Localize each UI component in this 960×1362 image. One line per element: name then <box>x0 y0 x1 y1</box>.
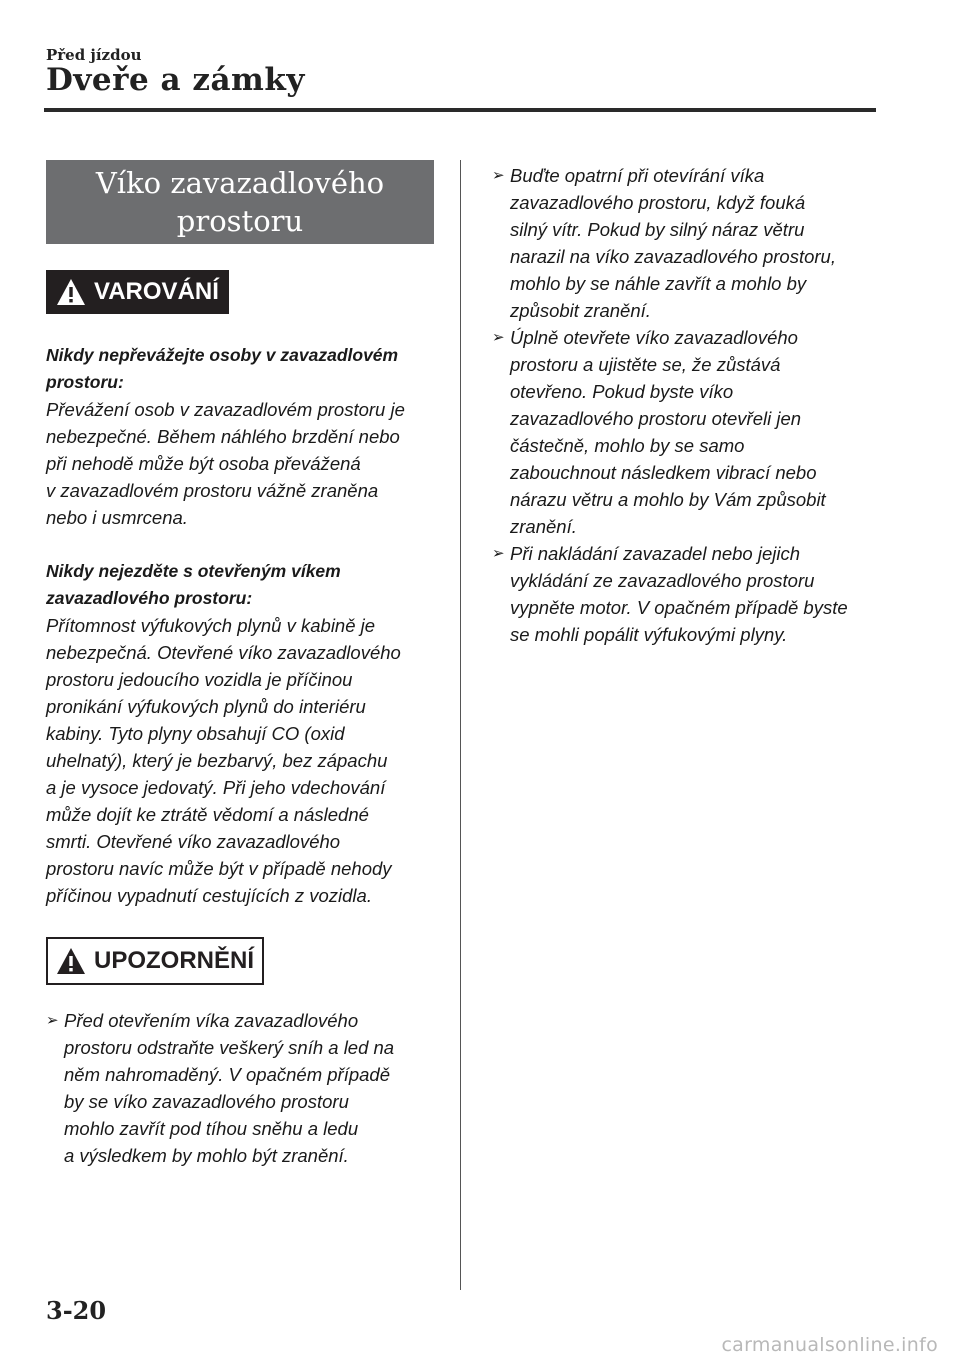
topic-heading-box <box>46 160 434 244</box>
caution-line: Buďte opatrní při otevírání víka <box>510 165 765 186</box>
warning-body-line: Přítomnost výfukových plynů v kabině je <box>46 615 376 636</box>
caution-line: Úplně otevřete víko zavazadlového <box>510 327 798 348</box>
warning-body-line: nebezpečná. Otevřené víko zavazadlového <box>46 642 401 663</box>
caution-line: něm nahromaděný. V opačném případě <box>64 1064 391 1085</box>
caution-line: silný vítr. Pokud by silný náraz větru <box>510 219 805 240</box>
caution-list-left <box>46 1007 436 1169</box>
warning-body-line: při nehodě může být osoba převážená <box>46 453 361 474</box>
caution-line: nárazu větru a mohlo by Vám způsobit <box>510 489 826 510</box>
caution-line: prostoru a ujistěte se, že zůstává <box>510 354 781 375</box>
warning-heading-line: zavazadlového prostoru: <box>46 588 253 608</box>
caution-triangle-icon <box>56 947 86 975</box>
bullet-arrow-icon: ➢ <box>492 167 505 184</box>
left-column <box>46 160 436 1169</box>
bullet-arrow-icon: ➢ <box>492 329 505 346</box>
caution-line: vypněte motor. V opačném případě byste <box>510 597 848 618</box>
watermark-link[interactable]: carmanualsonline.info <box>721 1334 938 1356</box>
caution-item <box>492 540 882 648</box>
caution-line: se mohli popálit výfukovými plyny. <box>510 624 788 645</box>
warning-body-line: kabiny. Tyto plyny obsahují CO (oxid <box>46 723 345 744</box>
warning-body-line: smrti. Otevřené víko zavazadlového <box>46 831 341 852</box>
warning-heading-line: prostoru: <box>46 372 124 392</box>
warning-body-line: uhelnatý), který je bezbarvý, bez zápachu <box>46 750 388 771</box>
bullet-arrow-icon: ➢ <box>492 545 505 562</box>
warning-body-line: může dojít ke ztrátě vědomí a následné <box>46 804 369 825</box>
right-column <box>492 162 882 648</box>
caution-line: Při nakládání zavazadel nebo jejich <box>510 543 801 564</box>
warning-body-line: prostoru jedoucího vozidla je příčinou <box>46 669 353 690</box>
caution-item <box>492 324 882 540</box>
caution-line: mohlo zavřít pod tíhou sněhu a ledu <box>64 1118 359 1139</box>
caution-line: částečně, mohlo by se samo <box>510 435 745 456</box>
caution-line: by se víko zavazadlového prostoru <box>64 1091 349 1112</box>
header-rule <box>44 108 876 112</box>
warning-badge <box>46 270 229 314</box>
caution-label: UPOZORNĚNÍ <box>94 947 255 974</box>
caution-item <box>492 162 882 324</box>
caution-line: zavazadlového prostoru otevřeli jen <box>510 408 802 429</box>
section-title: Dveře a zámky <box>46 62 305 98</box>
topic-title-line-2: prostoru <box>176 204 304 238</box>
caution-line: narazil na víko zavazadlového prostoru, <box>510 246 836 267</box>
warning-heading-line: Nikdy nepřevážejte osoby v zavazadlovém <box>46 345 399 365</box>
warning-label: VAROVÁNÍ <box>94 278 219 305</box>
warning-body-line: prostoru navíc může být v případě nehody <box>46 858 392 879</box>
column-divider <box>460 160 461 1290</box>
warning-body-line: a je vysoce jedovatý. Při jeho vdechování <box>46 777 386 798</box>
caution-list-right <box>492 162 882 648</box>
caution-line: vykládání ze zavazadlového prostoru <box>510 570 815 591</box>
warning-triangle-icon <box>56 278 86 306</box>
caution-line: prostoru odstraňte veškerý sníh a led na <box>64 1037 395 1058</box>
chapter-label: Před jízdou <box>46 46 142 64</box>
topic-title-line-1: Víko zavazadlového <box>95 166 385 200</box>
warning-body-line: příčinou vypadnutí cestujících z vozidla. <box>46 885 372 906</box>
warning-block-2 <box>46 558 436 909</box>
warning-block-1 <box>46 342 436 531</box>
caution-line: zabouchnout následkem vibrací nebo <box>510 462 817 483</box>
bullet-arrow-icon: ➢ <box>46 1012 59 1029</box>
warning-heading-line: Nikdy nejezděte s otevřeným víkem <box>46 561 341 581</box>
warning-body-line: pronikání výfukových plynů do interiéru <box>46 696 366 717</box>
caution-line: zavazadlového prostoru, když fouká <box>510 192 806 213</box>
caution-line: způsobit zranění. <box>510 300 651 321</box>
caution-line: otevřeno. Pokud byste víko <box>510 381 734 402</box>
caution-line: mohlo by se náhle zavřít a mohlo by <box>510 273 807 294</box>
page-number: 3-20 <box>46 1296 107 1325</box>
warning-body-line: Převážení osob v zavazadlovém prostoru je <box>46 399 405 420</box>
warning-body-line: nebo i usmrcena. <box>46 507 188 528</box>
caution-item <box>46 1007 436 1169</box>
caution-line: a výsledkem by mohlo být zranění. <box>64 1145 349 1166</box>
caution-line: Před otevřením víka zavazadlového <box>64 1010 359 1031</box>
warning-body-line: v zavazadlovém prostoru vážně zraněna <box>46 480 379 501</box>
caution-line: zranění. <box>510 516 577 537</box>
caution-badge <box>46 937 264 985</box>
warning-body-line: nebezpečné. Během náhlého brzdění nebo <box>46 426 400 447</box>
